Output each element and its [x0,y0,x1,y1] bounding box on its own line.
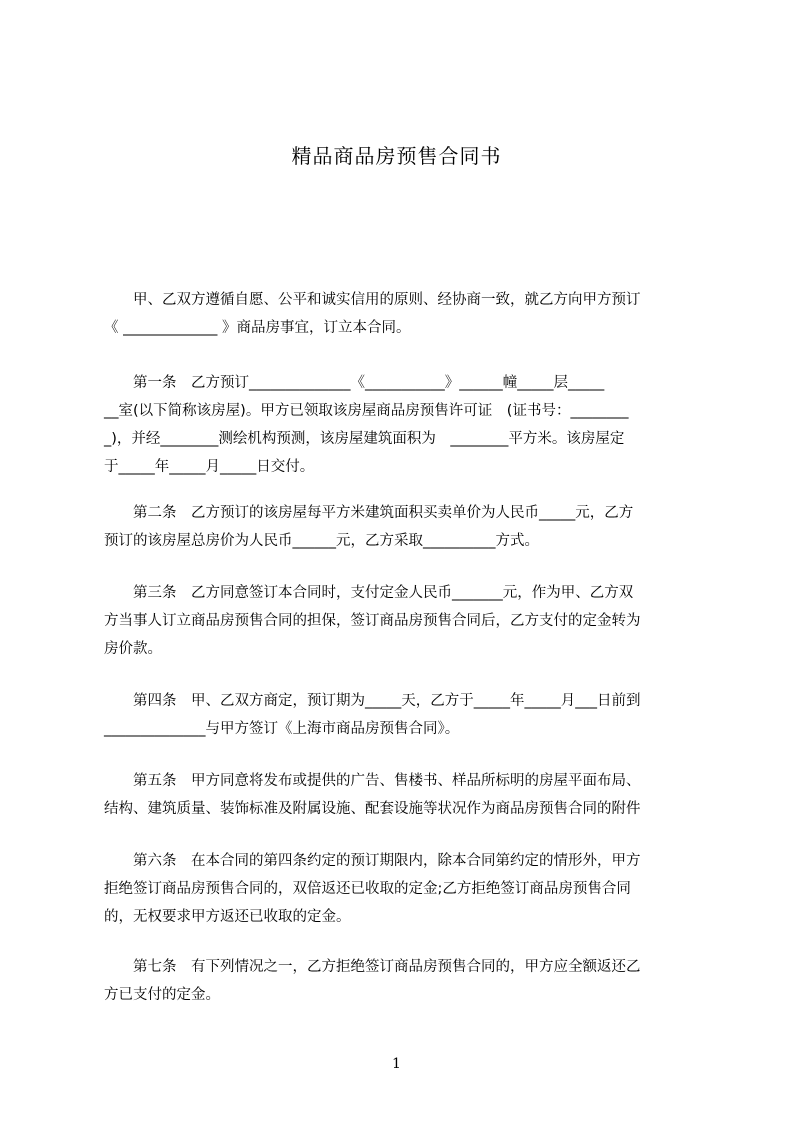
paragraph-line: 第二条 乙方预订的该房屋每平方米建筑面积买卖单价为人民币_____元，乙方 [104,505,634,521]
paragraph-line: 甲、乙双方遵循自愿、公平和诚实信用的原则、经协商一致，就乙方向甲方预订 [104,292,641,308]
paragraph-line: 的，无权要求甲方返还已收取的定金。 [104,909,351,925]
paragraph-line: 第四条 甲、乙双方商定，预订期为_____天，乙方于_____年_____月___日前到 [104,693,641,709]
paragraph-line: 拒绝签订商品房预售合同的，双倍返还已收取的定金;乙方拒绝签订商品房预售合同 [104,881,631,897]
paragraph-line: 《 _____________ 》商品房事宜，订立本合同。 [104,320,411,336]
paragraph-line: 方已支付的定金。 [104,987,220,1003]
paragraph-line: 第五条 甲方同意将发布或提供的广告、售楼书、样品所标明的房屋平面布局、 [104,773,641,789]
paragraph-line: 预订的该房屋总房价为人民币______元，乙方采取__________方式。 [104,533,539,549]
paragraph-line: 第六条 在本合同的第四条约定的预订期限内，除本合同第约定的情形外，甲方 [104,853,641,869]
paragraph-line: _)，并经________测绘机构预测，该房屋建筑面积为 ________平方米。该房屋定 [104,431,625,447]
paragraph-line: 房价款。 [104,641,162,657]
paragraph-line: ______________与甲方签订《上海市商品房预售合同》。 [104,721,460,737]
paragraph-line: 方当事人订立商品房预售合同的担保，签订商品房预售合同后，乙方支付的定金转为 [104,613,641,629]
document-title: 精品商品房预售合同书 [291,144,502,168]
paragraph-line: 第一条 乙方预订______________《___________》______幢_____层_____ [104,375,605,391]
paragraph-line: 结构、建筑质量、装饰标准及附属设施、配套设施等状况作为商品房预售合同的附件 [104,801,641,817]
paragraph-line: 第三条 乙方同意签订本合同时，支付定金人民币_______元，作为甲、乙方双 [104,585,634,601]
paragraph-line: 第七条 有下列情况之一，乙方拒绝签订商品房预售合同的，甲方应全额返还乙 [104,959,641,975]
paragraph-line: __室(以下简称该房屋)。甲方已领取该房屋商品房预售许可证 (证书号：________ [104,403,629,419]
paragraph-line: 于_____年_____月_____日交付。 [104,459,315,475]
page-number: 1 [392,1056,401,1072]
